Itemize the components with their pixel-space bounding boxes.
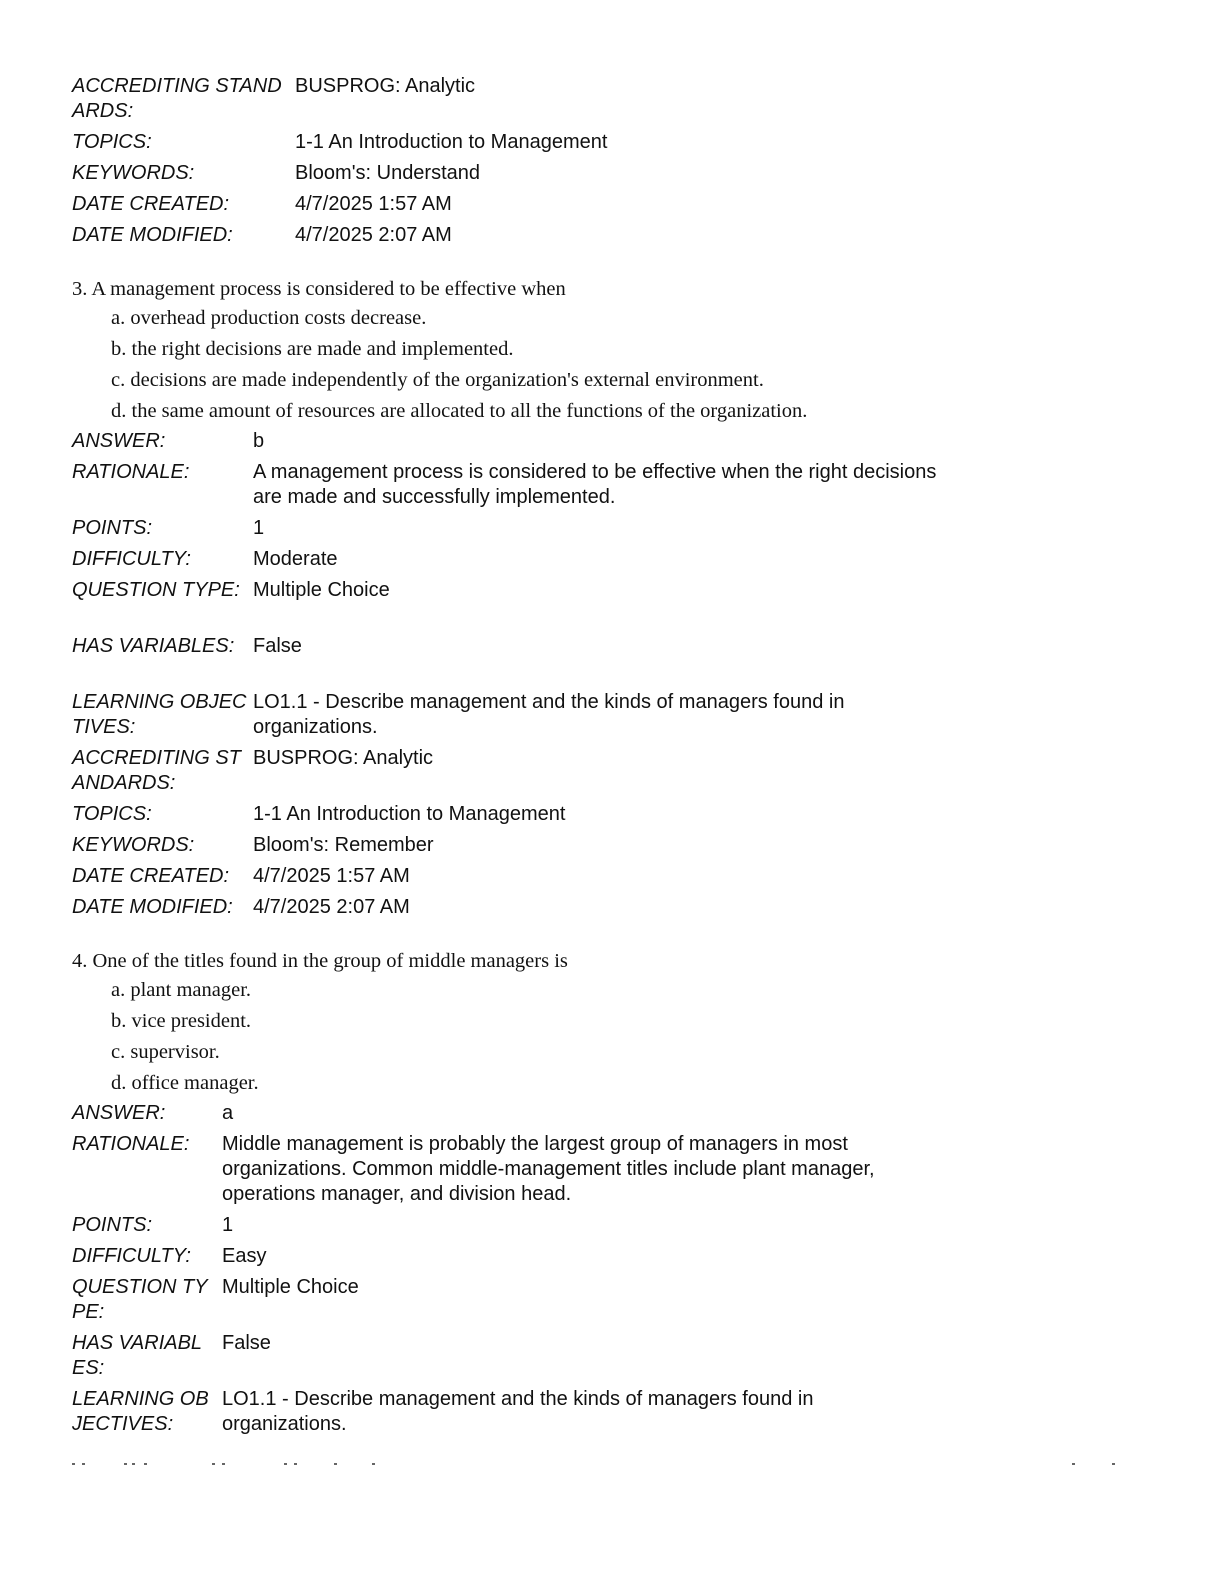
meta-value: False <box>253 635 302 657</box>
meta-label: QUESTION TYPE: <box>72 1276 208 1323</box>
meta-label: HAS VARIABLES: <box>72 635 235 657</box>
meta-value: 4/7/2025 1:57 AM <box>253 865 410 887</box>
meta-label: KEYWORDS: <box>72 162 195 184</box>
meta-label: ANSWER: <box>72 1102 166 1124</box>
answer-value: a <box>222 1102 234 1124</box>
answer-option: d. office manager. <box>111 1072 259 1094</box>
answer-option: b. vice president. <box>111 1010 252 1032</box>
rationale-text: A management process is considered to be effective when the right decisions are made and successfully implemented. <box>253 461 937 508</box>
meta-value: False <box>222 1332 271 1354</box>
meta-label: ACCREDITING STANDARDS: <box>72 75 282 122</box>
answer-option: c. supervisor. <box>111 1041 220 1063</box>
question-stem: 4. One of the titles found in the group of middle managers is <box>72 950 568 972</box>
meta-value: LO1.1 - Describe management and the kinds of managers found in organizations. <box>253 691 845 738</box>
answer-option: b. the right decisions are made and implemented. <box>111 338 514 360</box>
meta-value: 4/7/2025 2:07 AM <box>253 896 410 918</box>
meta-value: 1 <box>253 517 265 539</box>
meta-label: ANSWER: <box>72 430 166 452</box>
answer-option: a. plant manager. <box>111 979 252 1001</box>
question-4 <box>72 949 568 1094</box>
meta-value: LO1.1 - Describe management and the kinds of managers found in organizations. <box>222 1388 814 1435</box>
answer-value: b <box>253 430 265 452</box>
meta-value: BUSPROG: Analytic <box>253 747 434 769</box>
answer-option: d. the same amount of resources are allocated to all the functions of the organization. <box>111 400 808 422</box>
meta-label: DATE CREATED: <box>72 193 230 215</box>
meta-label: LEARNING OBJECTIVES: <box>72 1388 209 1435</box>
meta-label: POINTS: <box>72 517 153 539</box>
meta-value: Moderate <box>253 548 338 570</box>
meta-label: QUESTION TYPE: <box>72 579 240 601</box>
meta-value: 4/7/2025 1:57 AM <box>295 193 452 215</box>
meta-label: DATE MODIFIED: <box>72 896 233 918</box>
meta-label: DATE CREATED: <box>72 865 230 887</box>
meta-label: TOPICS: <box>72 803 152 825</box>
rationale-text: Middle management is probably the largest group of managers in most organizations. Common middle-management titles include plant manager, operations manager, and division head. <box>222 1133 875 1205</box>
meta-label: KEYWORDS: <box>72 834 195 856</box>
meta-value: Easy <box>222 1245 267 1267</box>
meta-value: Multiple Choice <box>253 579 390 601</box>
meta-value: Bloom's: Understand <box>295 162 481 184</box>
meta-value: 1 <box>222 1214 234 1236</box>
meta-label: POINTS: <box>72 1214 153 1236</box>
meta-value: Multiple Choice <box>222 1276 359 1298</box>
meta-label: RATIONALE: <box>72 1133 190 1155</box>
meta-value: 1-1 An Introduction to Management <box>295 131 608 153</box>
meta-label: DATE MODIFIED: <box>72 224 233 246</box>
meta-value: 4/7/2025 2:07 AM <box>295 224 452 246</box>
meta-label: DIFFICULTY: <box>72 548 191 570</box>
meta-value: Bloom's: Remember <box>253 834 434 856</box>
answer-option: c. decisions are made independently of the organization's external environment. <box>111 369 764 391</box>
question-stem: 3. A management process is considered to be effective when <box>72 278 566 300</box>
meta-label: RATIONALE: <box>72 461 190 483</box>
answer-option: a. overhead production costs decrease. <box>111 307 427 329</box>
meta-value: BUSPROG: Analytic <box>295 75 476 97</box>
meta-label: HAS VARIABLES: <box>72 1332 203 1379</box>
meta-value: 1-1 An Introduction to Management <box>253 803 566 825</box>
question-3 <box>72 277 808 422</box>
meta-label: LEARNING OBJECTIVES: <box>72 691 247 738</box>
footer-cutoff <box>72 1462 1122 1466</box>
meta-label: TOPICS: <box>72 131 152 153</box>
meta-label: ACCREDITING STANDARDS: <box>72 747 241 794</box>
meta-label: DIFFICULTY: <box>72 1245 191 1267</box>
